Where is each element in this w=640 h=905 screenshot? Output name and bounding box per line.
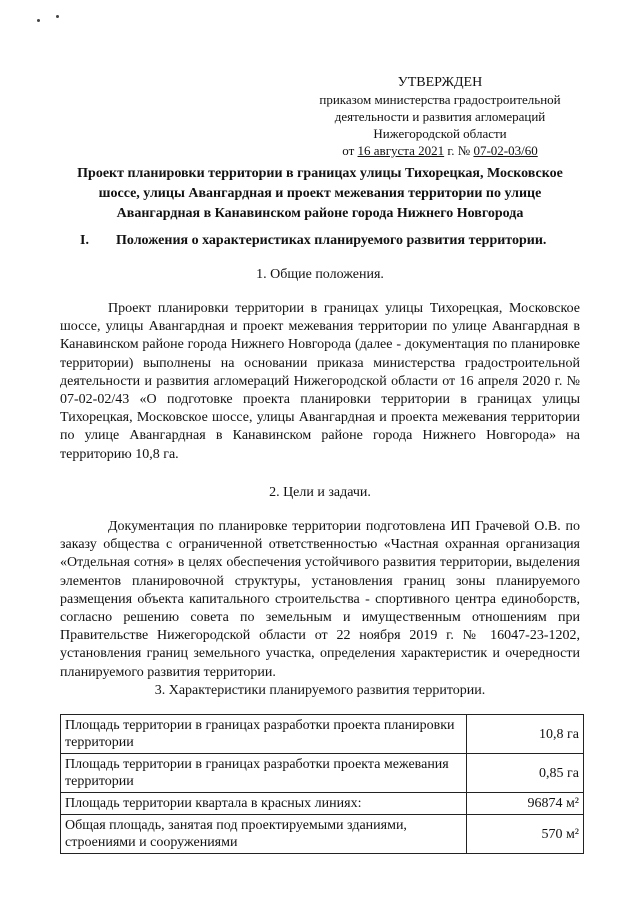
subsection-heading-1: 1. Общие положения.: [256, 267, 384, 282]
approval-date: 16 августа 2021: [357, 143, 445, 158]
approval-date-suffix: г. №: [447, 143, 471, 158]
approval-date-line: [300, 142, 580, 159]
table-row: [61, 715, 584, 754]
table-row: [61, 815, 584, 854]
section-title: Положения о характеристиках планируемого развития территории.: [116, 233, 547, 248]
table-cell-value: 570 м²: [467, 815, 584, 854]
table-cell-label: Площадь территории квартала в красных линиях:: [61, 793, 467, 815]
subsection-heading-2: 2. Цели и задачи.: [269, 485, 371, 500]
approval-line: приказом министерства градостроительной: [319, 92, 561, 107]
section-heading: [80, 232, 600, 250]
characteristics-table: [60, 714, 584, 854]
approval-number: 07-02-03/60: [473, 143, 538, 158]
table-cell-label: Площадь территории в границах разработки проекта планировки территории: [61, 715, 467, 754]
approval-line: Нижегородской области: [373, 126, 507, 141]
scan-speck: [56, 15, 59, 18]
table-row: [61, 793, 584, 815]
subsection-heading-3: 3. Характеристики планируемого развития территории.: [154, 683, 486, 698]
approval-line: деятельности и развития агломераций: [334, 109, 546, 124]
table-cell-label: Общая площадь, занятая под проектируемыми зданиями, строениями и сооружениями: [61, 815, 467, 854]
approval-stamp: [300, 74, 580, 159]
document-title: Проект планировки территории в границах улицы Тихорецкая, Московское шоссе, улицы Авангардная и проект межевания территории по улице Авангардная в Канавинском районе города Нижнего Новгорода: [77, 166, 563, 221]
table-cell-value: 10,8 га: [467, 715, 584, 754]
table-cell-value: 96874 м²: [467, 793, 584, 815]
approval-date-prefix: от: [342, 143, 355, 158]
section-number: I.: [80, 233, 89, 248]
paragraph-goals: Документация по планировке территории подготовлена ИП Грачевой О.В. по заказу общества с ограниченной ответственностью «Частная охранная организация «Отдельная сотня» в целях обеспечения устойчивого развития территории, выделения элементов планировочной структуры, установления границ зоны планируемого размещения объекта капитального строительства - спортивного центра единоборств, согласно решению совета по земельным и имущественным отношениям при Правительстве Нижегородской области от 22 ноября 2019 г. № 16047-23-1202, установления границ земельного участка, определения характеристик и очередности планируемого развития территории.: [60, 519, 580, 680]
table-row: [61, 754, 584, 793]
approval-head: УТВЕРЖДЕН: [397, 75, 483, 90]
table-cell-label: Площадь территории в границах разработки проекта межевания территории: [61, 754, 467, 793]
paragraph-general: Проект планировки территории в границах улицы Тихорецкая, Московское шоссе, улицы Авангардная и проект межевания территории по улице Авангардная в Канавинском районе города Нижнего Новгорода (далее - документация по планировке территории) выполнены на основании приказа министерства градостроительной деятельности и развития агломераций Нижегородской области от 16 апреля 2020 г. № 07-02-02/43 «О подготовке проекта планировки территории в границах улицы Тихорецкая, Московское шоссе, улицы Авангардная и проекта межевания территории по улице Авангардная в Канавинском районе города Нижнего Новгорода» на территорию 10,8 га.: [60, 301, 580, 462]
scan-speck: [37, 19, 40, 22]
table-cell-value: 0,85 га: [467, 754, 584, 793]
